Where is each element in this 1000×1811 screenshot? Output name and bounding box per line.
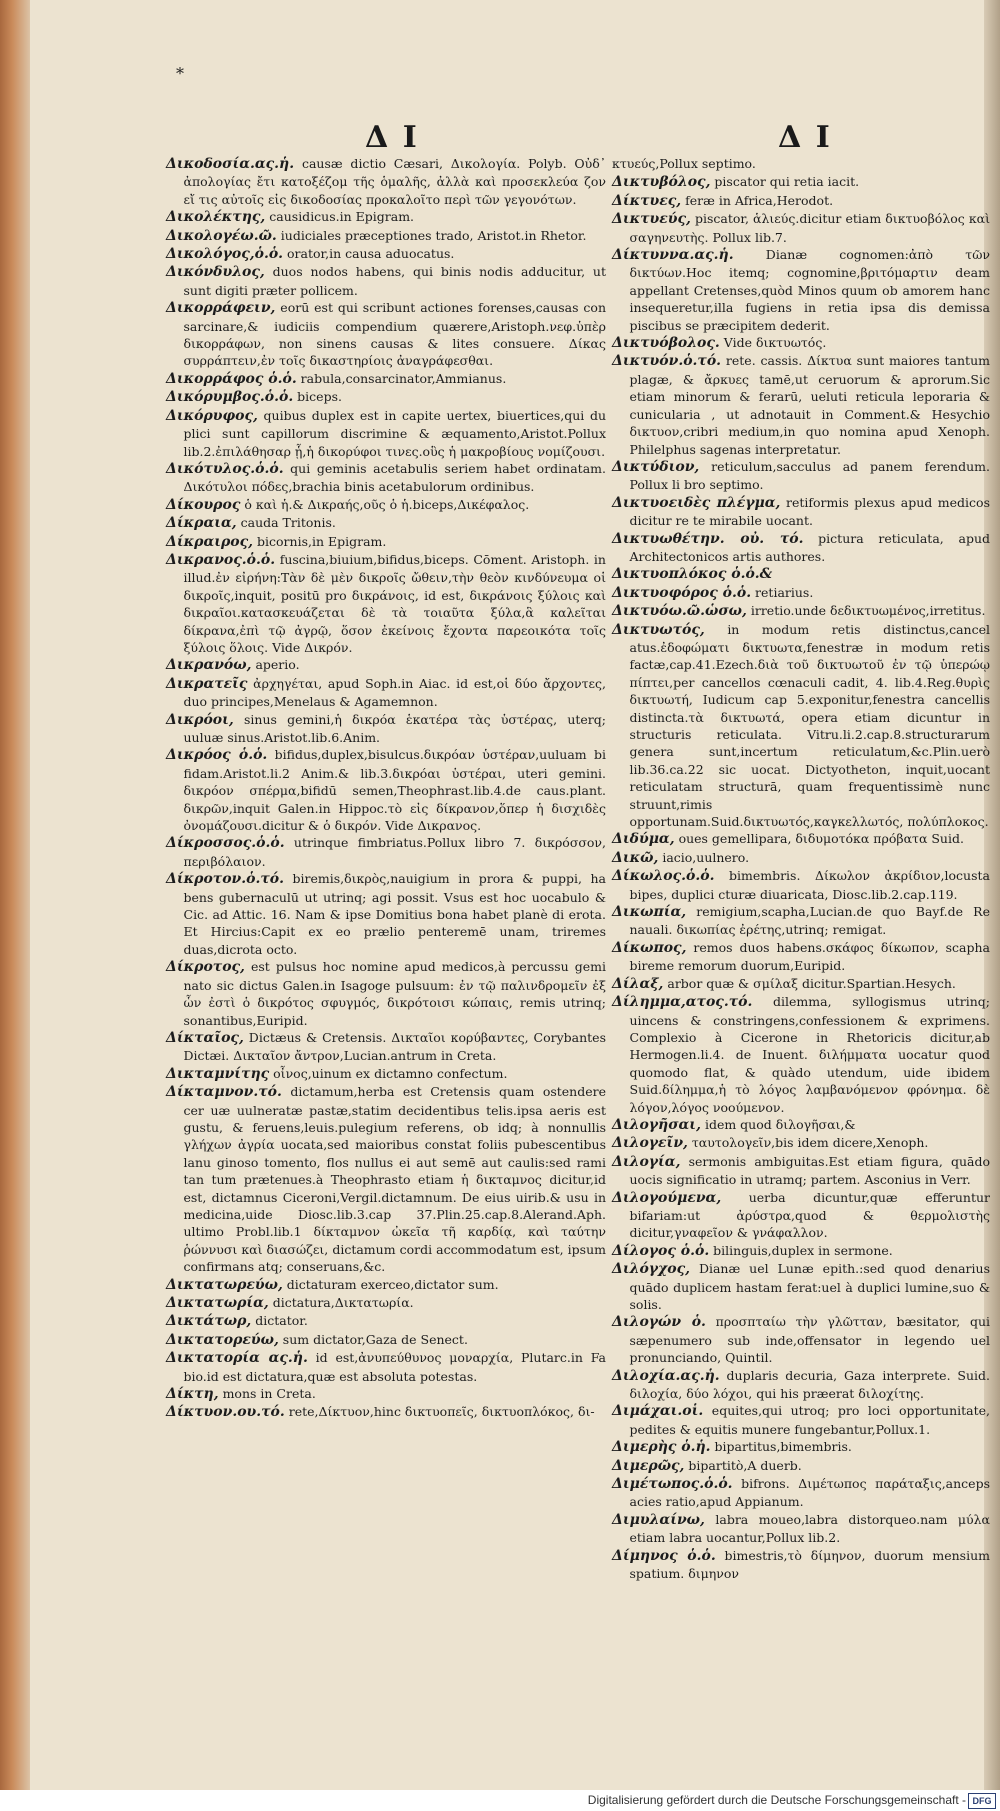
entry-headword: Διλογία,: [612, 1153, 681, 1170]
dictionary-entry: [166, 533, 606, 551]
dictionary-entry: [612, 1242, 990, 1260]
dictionary-entry: [166, 514, 606, 532]
entry-definition: dictamum,herba est Cretensis quam ostendere cer uæ uulneratæ pastæ,statim decidentibus telis.ipsa aeris est gustu, & feruens,leuis.pulegium referens, ob idq; à nonnullis γλήχων ἀγρία uocata,sed maioribus constat foliis pubescentibus lanu ginoso tomento, flos nullus ei aut semē aut caulis:sed rami tan tum prætenues.à Theophrasto etiam ἡ δικταμνος dicitur,id est, dictamnus Ciceroni,Vergil.dictamnum. De eius uirib.& usu in medicina,uide Diosc.lib.3.cap 37.Plin.25.cap.8.Alerand.Aph. ultimo Probl.lib.1 δίκταμνον ὠκεῖα τῆ καρδίᾳ, καὶ ταύτην ῥώννυσι καὶ διασώζει, dictamum cordi accommodatum est, ipsum confirmans atq; conseruans,&c.: [183, 1084, 606, 1275]
dictionary-entry: [166, 1312, 606, 1330]
entry-headword: Δικρατεῖς: [166, 675, 248, 692]
entry-headword: Δικτυοπλόκος ὁ.ὁ.&: [612, 566, 773, 583]
entry-definition: προσπταίω τὴν γλῶτταν, bæsitator, qui sæpenumero sub inde,offensator in legendo uel pronunciando, Quintil.: [629, 1314, 990, 1366]
entry-headword: Δικτυωτός,: [612, 621, 705, 638]
entry-definition: orator,in causa aduocatus.: [283, 246, 455, 262]
dictionary-entry: [612, 565, 990, 583]
entry-headword: Δικόρυμβος.ὁ.ὁ.: [166, 389, 294, 406]
entry-headword: Διμάχαι.οἱ.: [612, 1403, 704, 1420]
entry-headword: Δίκταμνον.τό.: [166, 1084, 282, 1101]
right-column: [612, 155, 991, 1582]
dictionary-entry: [612, 192, 990, 210]
entry-definition: bimembris. Δίκωλον ἀκρίδιον,locusta bipes, duplici cturæ diuaricata, Diosc.lib.2.cap.119.: [629, 868, 990, 902]
entry-headword: Διμέτωπος.ὁ.ὁ.: [612, 1476, 733, 1493]
dictionary-entry: [166, 1349, 606, 1385]
entry-definition: idem quod διλογῆσαι,&: [700, 1116, 856, 1132]
entry-headword: Διλοχία.ας.ἡ.: [612, 1367, 720, 1384]
entry-definition: dilemma, syllogismus utrinq; uincens & constringens,confessionem & exprimens. Complexio à Cicerone in Rhetoricis dicitur,ab Hermogen.li.4. de Inuent. διλήμματα uocatur quod quomodo flat, & quàdo utendum, uide ibidem Suid.δίλημμα,ἡ τὸ λόγος λαμβανόμενον φρόνημα. δὲ λόγον,λόγος νοούμενον.: [629, 994, 990, 1115]
entry-definition: οἶνος,uinum ex dictamno confectum.: [269, 1065, 508, 1081]
dictionary-entry: [612, 867, 990, 903]
entry-definition: bilinguis,duplex in sermone.: [709, 1242, 893, 1258]
entry-definition: irretio.unde δεδικτυωμένος,irretitus.: [746, 603, 986, 619]
dictionary-entry: [612, 1475, 990, 1511]
entry-definition: feræ in Africa,Herodot.: [681, 192, 834, 208]
dictionary-entry: [612, 1438, 990, 1456]
dictionary-entry: [166, 496, 606, 514]
dictionary-entry: [166, 208, 606, 226]
entry-definition: bipartitò,A duerb.: [684, 1457, 802, 1473]
running-header-left: Δ I: [365, 120, 419, 155]
dictionary-entry: [166, 656, 606, 674]
entry-definition: est pulsus hoc nomine apud medicos,à percussu gemi nato sic dictus Galen.in Isagoge pulsuum: ἐν τῷ παλινδρομεῖν ἐξ ὧν ἐστὶ ὁ δικρότος σφυγμός, δικρότοισι κώπαις, remis utrinq; sonantibus,Euripid.: [183, 959, 606, 1028]
entry-definition: dictator.: [251, 1313, 308, 1329]
entry-headword: Δικτυοειδὲς πλέγμα,: [612, 494, 781, 511]
entry-definition: ἀρχηγέται, apud Soph.in Aiac. id est,οἱ δύο ἄρχοντες, duo principes,Menelaus & Agamemnon.: [183, 675, 606, 710]
entry-definition: ταυτολογεῖν,bis idem dicere,Xenoph.: [687, 1135, 929, 1151]
dictionary-entry: [166, 551, 606, 656]
dictionary-entry: [612, 334, 990, 352]
entry-definition: fuscina,biuium,bifidus,biceps. Cōment. Aristoph. in illud.ἐν εἰρήνη:Τὰν δὲ μὲν δικροῖς ὤθειν,τὴν θεὸν κινδύνευμα οἱ δικροῖς,inquit, positū pro δικράνοις, id est, δικράνοις ξύλοις καὶ δικραῖοι.κατασκευάζεται δὲ τὰ τοιαῦτα ξύλα,ἃ καλεῖται δίκρανα,ἐπὶ τῷ ἀγρῷ, ὅσον ἐκείνοις ἔχοντα παρεοικότα τοῖς ξύλοις ὅλοις. Vide Δικρόν.: [183, 551, 606, 655]
entry-headword: Δίκροτον.ὁ.τό.: [166, 871, 284, 888]
entry-definition: rabula,consarcinator,Ammianus.: [296, 370, 507, 386]
entry-headword: Δίκροσσος.ὁ.ὁ.: [166, 835, 285, 852]
entry-definition: sum dictator,Gaza de Senect.: [278, 1331, 468, 1347]
dictionary-entry: [612, 903, 990, 939]
entry-definition: labra moueo,labra distorqueo.nam μύλα etiam labra uocantur,Pollux lib.2.: [629, 1511, 990, 1546]
dictionary-entry: [612, 1116, 990, 1134]
entry-headword: Δικτάτωρ,: [166, 1313, 252, 1330]
entry-definition: duplaris decuria, Gaza interprete. Suid. διλοχία, δύο λόχοι, qui his præerat διλοχίτης.: [629, 1367, 990, 1402]
dictionary-entry: [166, 1029, 606, 1065]
left-column: [166, 155, 606, 1555]
dictionary-entry: [166, 1083, 606, 1275]
entry-headword: Διδύμα,: [612, 831, 675, 848]
dictionary-entry: [612, 246, 990, 334]
entry-headword: Δικτυβόλος,: [612, 174, 711, 191]
dictionary-entry: [166, 1065, 606, 1083]
dictionary-entry: [612, 494, 990, 530]
entry-headword: Δίμηνος ὁ.ὁ.: [612, 1547, 716, 1564]
entry-definition: reticulum,sacculus ad panem ferendum. Pollux li bro septimo.: [629, 458, 990, 493]
digitization-footer: [0, 1790, 1000, 1811]
dictionary-entry: [166, 675, 606, 711]
entry-headword: Δίλημμα,ατος.τό.: [612, 994, 753, 1011]
dictionary-entry: [166, 460, 606, 496]
dictionary-entry: [612, 849, 990, 867]
entry-definition: qui geminis acetabulis seriem habet ordinatam. Δικότυλοι πόδες,brachia binis acetabulorum ordinibus.: [183, 460, 606, 495]
dictionary-entry: [166, 711, 606, 747]
entry-headword: Δικτυωθέτην. οὐ. τό.: [612, 530, 804, 547]
dictionary-entry: [612, 939, 990, 975]
entry-headword: Δικοδοσία.ας.ἡ.: [166, 156, 295, 172]
entry-definition: bicornis,in Epigram.: [253, 533, 387, 549]
dfg-logo: DFG: [968, 1793, 996, 1809]
entry-definition: bifidus,duplex,bisulcus.δικρόαν ὑστέραν,uuluam bi fidam.Aristot.li.2 Anim.& lib.3.δικρόαι ὑστέραι, uteri gemini. δικρόον σπέρμα,bifidū semen,Theophrast.lib.4.de caus.plant. δικρῶν,inquit Galen.in Hippoc.τὸ εἰς δίκρανον,ὅπερ ἡ δισχιδὲς ὀνομάζουσι.dicitur & ὁ δικρόν. Vide Δικρανος.: [183, 747, 606, 834]
entry-headword: Δικολόγος,ὁ.ὁ.: [166, 246, 284, 263]
dictionary-entry: [166, 1403, 606, 1421]
dictionary-entry: [612, 352, 990, 457]
entry-definition: in modum retis distinctus,cancel atus.ἐδοφώματι δικτυωτα,fenestræ in modum retis factæ,cap.41.Ezech.διὰ τοῦ δικτυωτοῦ ἐν τῷ ὑπερώῳ πίπτει,per cancellos cœnaculi cadit, 4. lib.4.Reg.θυρὶς δικτυωτή, Iudicum cap 5.exponitur,fenestra cancellis distincta.τὰ δικτυωτά, opera etiam dicuntur in structuris reticulata. Vitru.li.2.cap.8.structurarum genera sunt,incertum reticulatum,&c.Plin.uerò lib.36.ca.22 sic uocat. Dictyotheton, inquit,uocant reticulatam structurā, quam frequentissimè nunc struunt,rimis opportunam.Suid.δικτυωτός,καγκελλωτός, πολύπλοκος.: [629, 621, 990, 830]
entry-headword: Διμερῶς,: [612, 1457, 685, 1474]
entry-headword: Διμυλαίνω,: [612, 1511, 705, 1528]
dictionary-entry: [612, 530, 990, 566]
entry-definition: iudiciales præceptiones trado, Aristot.in Rhetor.: [276, 227, 587, 243]
dictionary-entry: [612, 975, 990, 993]
entry-headword: Δίλαξ,: [612, 975, 664, 992]
dictionary-entry: [166, 958, 606, 1029]
entry-headword: Δίκραιρος,: [166, 533, 254, 550]
entry-headword: Δίκτη,: [166, 1386, 219, 1403]
dictionary-entry: [612, 155, 990, 173]
entry-definition: mons in Creta.: [218, 1386, 316, 1402]
entry-headword: Δικρόος ὁ.ὁ.: [166, 747, 268, 764]
entry-definition: aperio.: [251, 657, 300, 673]
entry-definition: bipartitus,bimembris.: [710, 1439, 852, 1455]
entry-definition: quibus duplex est in capite uertex, biuertices,qui du plici sunt capillorum discrimine & æquamento,Aristot.Pollux lib.2.ἐπιλάθησαρ ᾗ,ἡ δικορύφοι τινες.οὓς ἡ μακροβίους νομίζουσι.: [183, 407, 606, 459]
entry-definition: rete,Δίκτυον,hinc δικτυοπεῖς, δικτυοπλόκος, δι-: [284, 1404, 595, 1420]
entry-headword: Δικρανόω,: [166, 657, 252, 674]
digitization-credit: Digitalisierung gefördert durch die Deutsche Forschungsgemeinschaft -: [587, 1793, 966, 1807]
corner-mark: *: [176, 64, 184, 83]
dictionary-entry: [166, 834, 606, 870]
entry-definition: causæ dictio Cæsari, Δικολογία. Polyb. Οὐδ᾽ ἀπολογίας ἔτι κατοξέζομ τῆς ὁμαλῆς, ἀλλὰ καὶ προσεκλεύα ζον εἴ τις αὐτοῖς εἰς δικοδοσίας προκαλοῖτο περὶ τῶν γεγονότων.: [183, 156, 606, 207]
dictionary-entry: [166, 299, 606, 370]
page-edge-left: [0, 0, 30, 1790]
entry-headword: Δικτυόν.ὁ.τό.: [612, 353, 722, 370]
entry-headword: Διλογεῖν,: [612, 1135, 688, 1152]
entry-definition: sinus gemini,ἡ δικρόα ἑκατέρα τὰς ὑστέρας, uterq; uuluæ sinus.Aristot.lib.6.Anim.: [183, 711, 606, 745]
entry-headword: Δικορράφειν,: [166, 300, 276, 317]
dictionary-entry: [612, 1260, 990, 1313]
dictionary-entry: [166, 388, 606, 406]
entry-definition: eorū est qui scribunt actiones forenses,causas con sarcinare,& iudiciis compendium quærere,Aristoph.νεφ.ὑπὲρ δικορράφων, non sinens causas & lites consuere. Δίκας συρράπτειν,ἐν τοῖς δικαστηρίοις ἀναγράφεσθαι.: [183, 300, 606, 369]
entry-headword: Δικολέκτης,: [166, 209, 266, 226]
dictionary-entry: [166, 155, 606, 208]
dictionary-entry: [612, 1153, 990, 1189]
entry-headword: Δικτατωρία,: [166, 1295, 269, 1311]
dictionary-entry: [612, 584, 990, 602]
entry-headword: Διμερὴς ὁ.ἡ.: [612, 1439, 711, 1456]
entry-definition: Vide δικτυωτός.: [719, 335, 827, 351]
entry-headword: Δικωπία,: [612, 904, 687, 921]
entry-headword: Δικταμνίτης: [166, 1065, 270, 1082]
entry-headword: Διλόγχος,: [612, 1261, 690, 1278]
entry-definition: duos nodos habens, qui binis nodis adducitur, ut sunt digiti præter pollicem.: [183, 264, 606, 298]
entry-headword: Δίκροτος,: [166, 959, 245, 976]
entry-definition: piscator, ἁλιεύς.dicitur etiam δικτυοβόλος καὶ σαγηνευτὴς. Pollux lib.7.: [629, 211, 990, 245]
entry-headword: Δικτυοφόρος ὁ.ὁ.: [612, 584, 752, 601]
entry-definition: ὁ καὶ ἡ.& Δικραής,οῦς ὁ ἡ.biceps,Δικέφαλος.: [240, 496, 530, 512]
entry-definition: iacio,uulnero.: [658, 849, 750, 865]
entry-definition: biceps.: [293, 389, 342, 405]
entry-headword: Δικτυεύς,: [612, 211, 691, 228]
entry-headword: Δίκτυες,: [612, 192, 682, 209]
entry-headword: Δίκραια,: [166, 515, 237, 532]
dictionary-entry: [612, 1457, 990, 1475]
entry-definition: utrinque fimbriatus.Pollux libro 7. δικρόσσον, περιβόλαιον.: [183, 835, 606, 869]
entry-headword: Δικρόοι,: [166, 711, 234, 728]
dictionary-entry: [612, 993, 990, 1116]
entry-headword: Δικορράφος ὁ.ὁ.: [166, 370, 297, 387]
entry-headword: Διλογών ὁ.: [612, 1314, 706, 1331]
entry-definition: pictura reticulata, apud Architectonicos artis authores.: [629, 530, 990, 564]
dictionary-entry: [612, 1313, 990, 1366]
entry-headword: Δίκωπος,: [612, 939, 687, 956]
entry-definition: Dianæ uel Lunæ epith.:sed quod denarius quādo duplicem hastam ferat:uel à duplici lumine,suo & solis.: [629, 1261, 990, 1312]
dictionary-entry: [166, 263, 606, 299]
entry-definition: κτυεύς,Pollux septimo.: [612, 156, 756, 171]
dictionary-entry: [612, 1511, 990, 1547]
entry-definition: retiformis plexus apud medicos dicitur re te mirabile uocant.: [629, 494, 990, 529]
entry-headword: Δικόρυφος,: [166, 407, 258, 424]
entry-definition: biremis,δικρὸς,nauigium in prora & puppi, ha bens gubernaculū ut utrinq; agi possit. Vsus est hoc uocabulo & Cic. ad Attic. 16. Nam & ipse Domitius bona habet planè di erota. Et Hircius:Capit ex eo prælio penteremē unam, triremes duas,dicrota octo.: [183, 871, 606, 957]
entry-headword: Δικτατωρεύω,: [166, 1276, 283, 1293]
dictionary-entry: [612, 1189, 990, 1242]
entry-headword: Δίκτυννα.ας.ἡ.: [612, 247, 734, 264]
entry-definition: dictatura,Δικτατωρία.: [268, 1295, 414, 1310]
entry-headword: Δίκουρος: [166, 496, 241, 513]
entry-definition: dictaturam exerceo,dictator sum.: [282, 1276, 499, 1292]
dictionary-entry: [166, 407, 606, 460]
entry-definition: remos duos habens.σκάφος δίκωπον, scapha bireme remorum duorum,Euripid.: [629, 939, 990, 974]
dictionary-entry: [166, 227, 606, 245]
dictionary-entry: [166, 1385, 606, 1403]
dictionary-entry: [612, 1367, 990, 1403]
dictionary-entry: [612, 458, 990, 494]
entry-definition: Dictæus & Cretensis. Δικταῖοι κορύβαντες, Corybantes Dictæi. Δικταῖον ἄντρον,Lucian.antrum in Creta.: [183, 1029, 606, 1064]
entry-headword: Δικτύδιον,: [612, 458, 700, 475]
entry-definition: retiarius.: [751, 584, 814, 600]
entry-definition: uerba dicuntur,quæ efferuntur bifariam:ut ἀρύστρα,quod & θερμολιστὴς dicitur,γναφεῖον & γνάφαλλον.: [629, 1189, 990, 1241]
entry-definition: equites,qui utroq; pro loci opportunitate, pedites & equitis munere fungebantur,Pollux.1.: [629, 1403, 990, 1437]
dictionary-entry: [166, 245, 606, 263]
dictionary-entry: [612, 602, 990, 620]
entry-definition: bimestris,τὸ δίμηνον, duorum mensium spatium. διμηνον: [629, 1547, 991, 1582]
dictionary-entry: [166, 370, 606, 388]
entry-headword: Δικότυλος.ὁ.ὁ.: [166, 460, 284, 477]
entry-definition: bifrons. Διμέτωπος παράταξις,anceps acies ratio,apud Appianum.: [629, 1476, 990, 1510]
dictionary-entry: [612, 1547, 990, 1583]
entry-headword: Δικολογέω.ῶ.: [166, 227, 277, 244]
entry-headword: Δίκτυον.ου.τό.: [166, 1404, 285, 1421]
entry-headword: Δίκταῖος,: [166, 1029, 244, 1046]
entry-definition: arbor quæ & σμίλαξ dicitur.Spartian.Hesych.: [663, 975, 956, 991]
entry-definition: id est,ἀνυπεύθυνος μοναρχία, Plutarc.in Fa bio.id est dictatura,quæ est absoluta potestas.: [183, 1350, 606, 1384]
entry-headword: Δικτυόβολος.: [612, 335, 720, 352]
entry-definition: sermonis ambiguitas.Est etiam figura, quādo uocis significatio in utramq; partem. Asconius in Verr.: [629, 1153, 990, 1188]
entry-definition: oues gemellipara, διδυμοτόκα πρόβατα Suid.: [674, 831, 964, 847]
dictionary-entry: [166, 1331, 606, 1349]
entry-definition: rete. cassis. Δίκτυα sunt maiores tantum plagæ, & ἄρκυες tamē,ut ceruorum & aprorum.Sic etiam minorum & ferarū, ueluti reticula leporaria & cunicularia , ut adnotauit in Comment.& Hesychio δικτυον,cribri medium,in quo nomina apud Xenoph. Philelphus sagenas interpretatur.: [629, 353, 990, 457]
entry-headword: Δίλογος ὁ.ὁ.: [612, 1242, 710, 1259]
dictionary-entry: [166, 746, 606, 834]
dictionary-entry: [612, 173, 990, 191]
running-header-right: Δ I: [778, 120, 832, 155]
entry-headword: Διλογούμενα,: [612, 1189, 722, 1206]
entry-headword: Δικτατορεύω,: [166, 1331, 279, 1348]
entry-definition: Dianæ cognomen:ἀπὸ τῶν δικτύων.Hoc itemq; cognomine,βριτόμαρτιν deam appellant Cretenses,quòd Minos quum ob amorem hanc insequeretur,illa fugiens in retia ipsa dis demissa piscibus se præcipitem dederit.: [629, 247, 990, 333]
dictionary-entry: [166, 1294, 606, 1312]
dictionary-entry: [612, 1402, 990, 1438]
dictionary-entry: [612, 210, 990, 246]
entry-headword: Δικόνδυλος,: [166, 264, 265, 281]
dictionary-entry: [166, 1276, 606, 1294]
entry-definition: piscator qui retia iacit.: [710, 174, 860, 190]
dictionary-entry: [166, 870, 606, 958]
entry-definition: causidicus.in Epigram.: [265, 209, 415, 225]
entry-headword: Δικτατορία ας.ἡ.: [166, 1350, 308, 1367]
dictionary-entry: [612, 621, 990, 831]
dictionary-entry: [612, 1134, 990, 1152]
entry-headword: Δικρανος.ὁ.ὁ.: [166, 551, 276, 568]
entry-headword: Δικῶ,: [612, 849, 659, 866]
entry-headword: Δικτυόω.ῶ.ὡσω,: [612, 603, 747, 620]
entry-headword: Διλογῆσαι,: [612, 1116, 701, 1133]
entry-definition: remigium,scapha,Lucian.de quo Bayf.de Re nauali. δικωπίας ἐρέτης,utrinq; remigat.: [629, 904, 990, 938]
entry-definition: cauda Tritonis.: [236, 515, 336, 531]
entry-headword: Δίκωλος.ὁ.ὁ.: [612, 868, 715, 885]
dictionary-entry: [612, 830, 990, 848]
